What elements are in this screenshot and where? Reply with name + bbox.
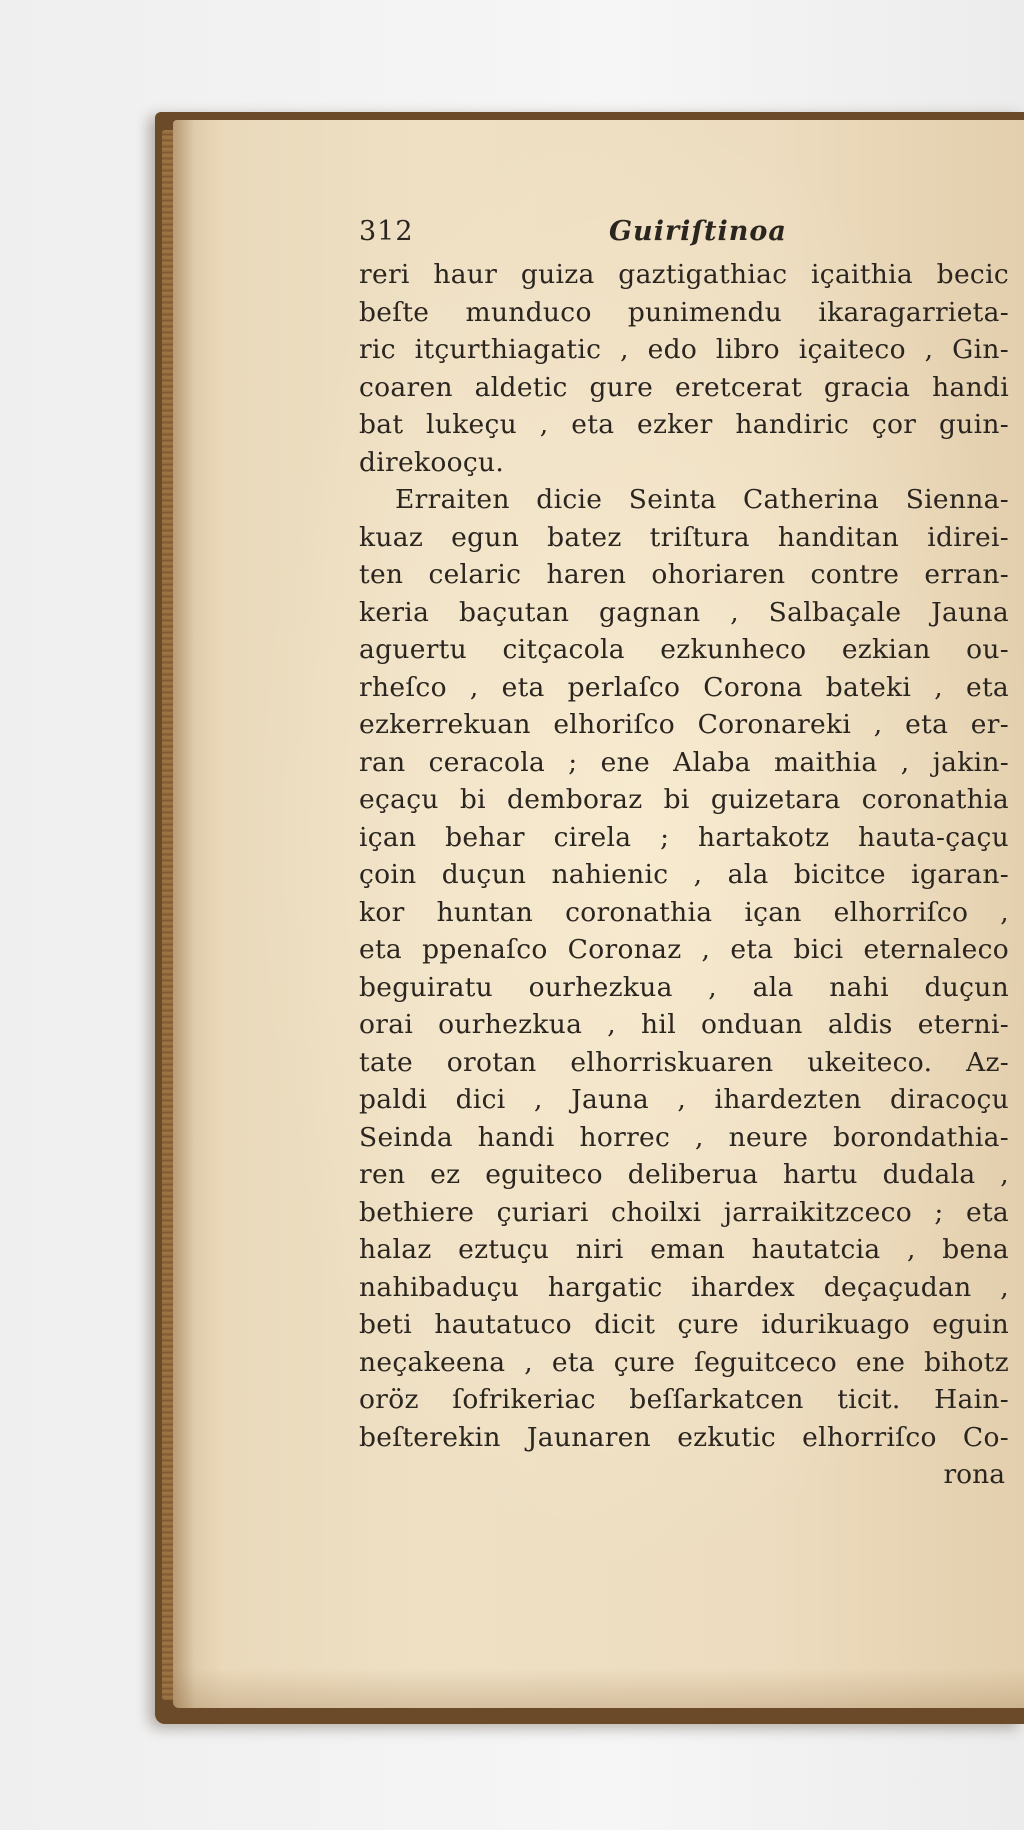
text-line: bethiere çuriari choilxi jarraikitzceco ; eta [359, 1196, 1009, 1228]
text-line: tate orotan elhorriskuaren ukeiteco. Az- [359, 1046, 1009, 1078]
text-line: beguiratu ourhezkua , ala nahi duçun [359, 971, 1009, 1003]
text-line: kor huntan coronathia içan elhorriſco , [359, 896, 1009, 928]
text-line: ric itçurthiagatic , edo libro içaiteco , Gin- [359, 334, 1009, 365]
text-line: orai ourhezkua , hil onduan aldis eterni- [359, 1009, 1009, 1040]
running-head: Guiriſtinoa [609, 216, 787, 247]
text-line: keria baçutan gagnan , Salbaçale Jauna [359, 596, 1009, 628]
text-line: bat lukeçu , eta ezker handiric çor guin- [359, 409, 1009, 440]
text-line: rheſco , eta perlaſco Corona bateki , eta [359, 671, 1009, 703]
text-line: içan behar cirela ; hartakotz hauta-çaçu [359, 821, 1009, 853]
text-line: halaz eztuçu niri eman hautatcia , bena [359, 1234, 1009, 1265]
text-line: neçakeena , eta çure ſeguitceco ene bihotz [359, 1346, 1009, 1378]
text-line: beſte munduco punimendu ikaragarrieta- [359, 296, 1009, 328]
text-line: direkooçu. [359, 446, 505, 478]
text-line: oröz ſofrikeriac beſſarkatcen ticit. Hain- [359, 1384, 1009, 1415]
text-line: çoin duçun nahienic , ala bicitce igaran- [359, 859, 1009, 890]
text-line: ten celaric haren ohoriaren contre erran- [359, 559, 1009, 590]
text-line: Erraiten dicie Seinta Catherina Sienna- [395, 484, 1009, 515]
text-line: ren ez eguiteco deliberua hartu dudala , [359, 1159, 1009, 1190]
text-line: paldi dici , Jauna , ihardezten diracoçu [359, 1084, 1009, 1115]
text-line: coaren aldetic gure eretcerat gracia handi [359, 371, 1009, 403]
text-line: eçaçu bi demboraz bi guizetara coronathia [359, 784, 1009, 815]
catchword: rona [943, 1459, 1005, 1490]
text-line: ran ceracola ; ene Alaba maithia , jakin- [359, 746, 1009, 778]
page-text-block [359, 216, 1009, 1494]
book-page [173, 120, 1024, 1708]
page-header [359, 216, 1009, 256]
text-line: beſterekin Jaunaren ezkutic elhorriſco Co- [359, 1421, 1009, 1453]
text-line: nahibaduçu hargatic ihardex deçaçudan , [359, 1271, 1009, 1303]
text-line: reri haur guiza gaztigathiac içaithia becic [359, 259, 1009, 290]
text-line: aguertu citçacola ezkunheco ezkian ou- [359, 634, 1009, 665]
text-line: Seinda handi horrec , neure borondathia- [359, 1121, 1009, 1153]
text-line: eta ppenaſco Coronaz , eta bici eternaleco [359, 934, 1009, 965]
text-line: beti hautatuco dicit çure idurikuago eguin [359, 1309, 1009, 1340]
page-number: 312 [359, 216, 414, 247]
text-line: ezkerrekuan elhoriſco Coronareki , eta er- [359, 709, 1009, 740]
text-line: kuaz egun batez triſtura handitan idirei- [359, 521, 1009, 553]
